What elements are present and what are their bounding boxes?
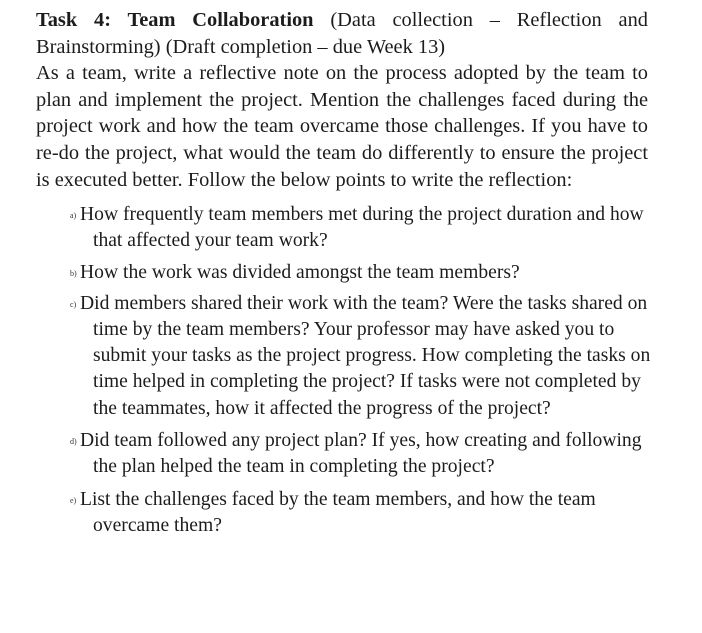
list-item-text: List the challenges faced by the team members, and how the team overcame them? (80, 489, 596, 537)
list-item (52, 291, 658, 422)
list-item-text: How frequently team members met during the project duration and how that affected your team work? (80, 204, 644, 252)
task-subtitle: (Data collection – Reflection and Brainstorming) (Draft completion – due Week 13) (36, 9, 648, 58)
instructions-text: As a team, write a reflective note on the process adopted by the team to plan and implement the project. Mention the challenges faced during the project work and how the team overcame those challenges. If you have to re-do the project, what would the team do differently to ensure the project is executed better. Follow the below points to write the reflection: (36, 62, 648, 191)
list-item (52, 487, 658, 539)
task-title: Task 4: Team Collaboration (36, 9, 314, 31)
list-marker: e) (70, 496, 77, 506)
list-item (52, 428, 658, 480)
list-marker: d) (70, 436, 77, 446)
list-item-text: How the work was divided amongst the team members? (80, 261, 520, 283)
list-item (52, 202, 658, 254)
list-marker: c) (70, 299, 77, 309)
intro-paragraph (36, 7, 648, 193)
list-marker: b) (70, 268, 77, 278)
document (36, 7, 651, 540)
reflection-points-list (52, 202, 658, 539)
list-item (52, 260, 658, 286)
list-item-text: Did team followed any project plan? If yes, how creating and following the plan helped the team in completing the project? (80, 429, 642, 477)
list-marker: a) (70, 211, 77, 221)
list-item-text: Did members shared their work with the team? Were the tasks shared on time by the team members? Your professor may have asked you to submit your tasks as the project progress. How completing the tasks on time helped in completing the project? If tasks were not completed by the teammates, how it affected the progress of the project? (80, 292, 651, 419)
